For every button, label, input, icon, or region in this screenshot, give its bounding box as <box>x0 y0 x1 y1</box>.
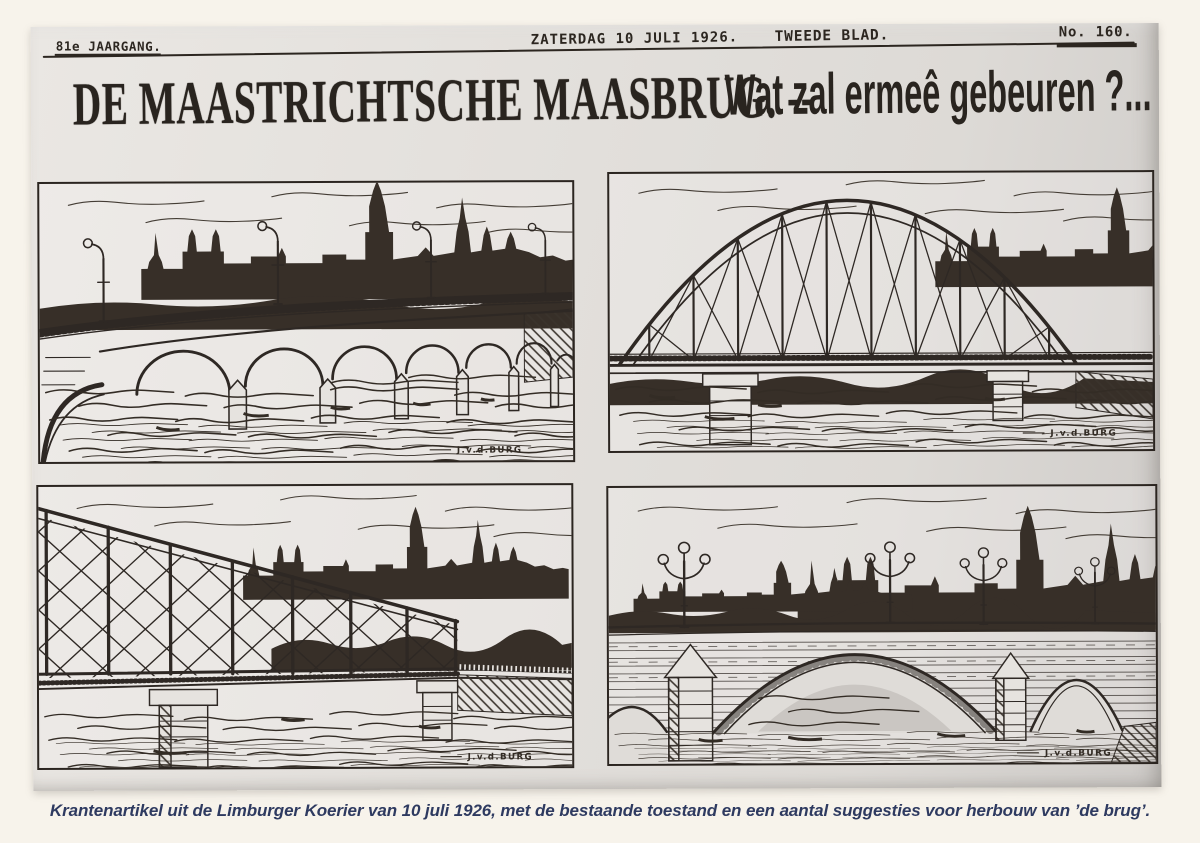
stone-arch-bridge-drawing <box>39 182 573 462</box>
clouds <box>638 497 1156 540</box>
artist-signature: J.v.d.BURG <box>456 445 523 456</box>
panel-steel-arch-bridge <box>607 170 1155 453</box>
masthead-rule <box>1057 43 1137 47</box>
clouds <box>68 192 573 235</box>
artist-signature: J.v.d.BURG <box>1050 428 1118 439</box>
quay-wall <box>524 309 573 382</box>
masthead-volume: 81e JAARGANG. <box>55 38 162 54</box>
headline-sub: Wat zal ermeê gebeuren ?... <box>724 58 1152 128</box>
panel-stone-arch-bridge <box>37 180 575 464</box>
city-skyline-silhouette <box>141 182 573 300</box>
panel-new-arch-bridge <box>606 484 1158 766</box>
artist-signature: J.v.d.BURG <box>1044 748 1113 759</box>
clouds <box>77 495 572 538</box>
treeline <box>610 369 1153 406</box>
lattice-girder-bridge-drawing <box>38 485 572 768</box>
city-skyline-silhouette <box>935 187 1153 287</box>
masthead-edition: TWEEDE BLAD. <box>774 27 890 45</box>
headline <box>31 55 1160 153</box>
photo-caption: Krantenartikel uit de Limburger Koerier van 10 juli 1926, met de bestaande toestand en een aantal suggesties voor herbouw van ’de brug’. <box>49 801 1151 820</box>
treeline <box>271 629 572 671</box>
headline-main: DE MAASTRICHTSCHE MAASBRUG. -- <box>72 63 815 139</box>
artist-signature: J.v.d.BURG <box>467 752 534 763</box>
masthead-date: ZATERDAG 10 JULI 1926. <box>530 29 739 49</box>
clouds <box>639 180 1153 223</box>
newspaper-scan <box>31 23 1162 791</box>
quay-wall <box>1076 371 1153 419</box>
steel-arch-bridge-drawing <box>609 172 1153 451</box>
quay-wall <box>458 674 572 716</box>
new-arch-bridge-drawing <box>608 486 1156 764</box>
masthead-issue: No. 160. <box>1058 24 1133 41</box>
arch-opening <box>608 707 667 764</box>
panel-lattice-girder-bridge <box>36 483 574 770</box>
